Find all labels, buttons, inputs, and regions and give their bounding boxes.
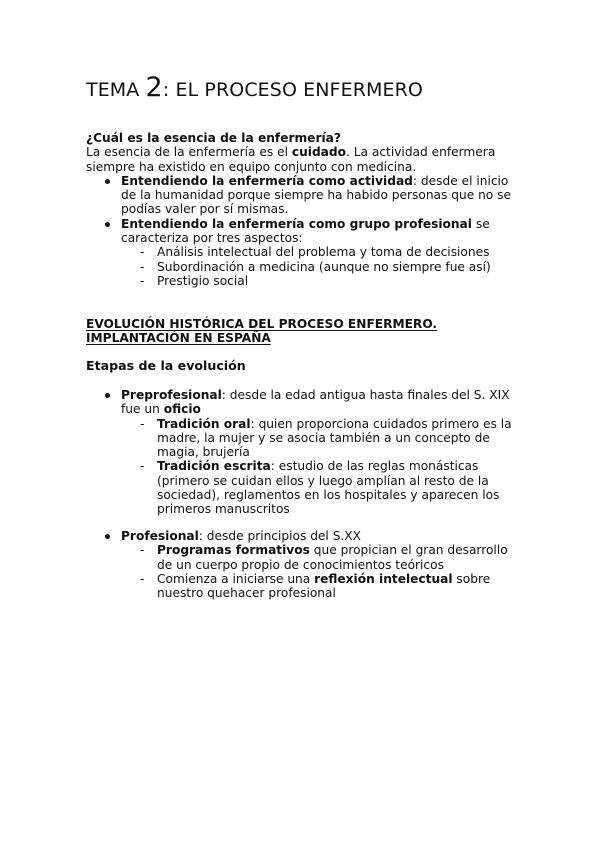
sub-bold: reflexión intelectual bbox=[314, 571, 453, 586]
intro-paragraph bbox=[86, 145, 526, 174]
bullet-bold: Entendiendo la enfermería como actividad bbox=[121, 173, 413, 188]
page-title bbox=[86, 74, 423, 101]
bullet-text: : desde la edad antigua hasta finales del S. XIX fue un bbox=[121, 388, 510, 417]
intro-text-a: La esencia de la enfermería es el bbox=[86, 145, 292, 160]
list-item bbox=[121, 417, 526, 460]
stages-subheading bbox=[86, 359, 526, 373]
intro-bullet-list bbox=[86, 174, 526, 288]
intro-text-c: . La actividad enfermera siempre ha existido en equipo conjunto con medicina. bbox=[86, 145, 496, 174]
title-rest: : EL PROCESO ENFERMERO bbox=[162, 79, 423, 101]
title-prefix: TEMA bbox=[86, 79, 146, 101]
sub-text: : quien proporciona cuidados primero es la madre, la mujer y se asocia también a un concepto de magia, brujería bbox=[157, 416, 512, 460]
intro-section bbox=[86, 131, 526, 288]
sub-bold: Tradición escrita bbox=[157, 459, 271, 474]
stages-heading: Etapas de la evolución bbox=[86, 358, 246, 373]
list-item bbox=[86, 174, 526, 217]
sub-bold: Programas formativos bbox=[157, 543, 310, 558]
sub-text: que propician el gran desarrollo de un cuerpo propio de conocimientos teóricos bbox=[157, 543, 508, 572]
professional-list bbox=[86, 529, 526, 600]
list-item bbox=[86, 217, 526, 288]
list-item: - Análisis intelectual del problema y toma de decisiones bbox=[121, 245, 526, 259]
professional-section bbox=[86, 529, 526, 600]
bullet-bold: Entendiendo la enfermería como grupo profesional bbox=[121, 216, 472, 231]
list-item bbox=[121, 459, 526, 516]
list-item: - Subordinación a medicina (aunque no siempre fue así) bbox=[121, 260, 526, 274]
intro-text-bold: cuidado bbox=[291, 145, 346, 160]
list-item bbox=[86, 388, 526, 517]
title-number: 2 bbox=[145, 72, 163, 103]
bullet-bold: Preprofesional bbox=[121, 388, 222, 402]
sub-text: : estudio de las reglas monásticas (primero se cuidan ellos y luego amplían al resto de la sociedad), reglamentos en los hospitales y aparecen los primeros manuscritos bbox=[157, 459, 500, 517]
professional-sub-list bbox=[121, 543, 526, 600]
evolution-heading: EVOLUCIÓN HISTÓRICA DEL PROCESO ENFERMERO. IMPLANTACIÓN EN ESPAÑA bbox=[86, 317, 438, 346]
list-item bbox=[121, 572, 526, 601]
tradition-list bbox=[121, 417, 526, 517]
section-heading bbox=[86, 317, 446, 346]
question-heading: ¿Cuál es la esencia de la enfermería? bbox=[86, 131, 341, 145]
sub-text: Comienza a iniciarse una bbox=[157, 571, 315, 586]
preprofessional-section bbox=[86, 388, 526, 517]
bullet-text: : desde principios del S.XX bbox=[198, 529, 362, 543]
bullet-text: se caracteriza por tres aspectos: bbox=[121, 216, 490, 246]
list-item: - Prestigio social bbox=[121, 274, 526, 288]
list-item bbox=[121, 543, 526, 572]
bullet-text: : desde el inicio de la humanidad porque siempre ha habido personas que no se podías valer por sí mismas. bbox=[121, 173, 511, 217]
bullet-bold: Profesional bbox=[121, 529, 199, 543]
sub-bold: Tradición oral bbox=[157, 416, 251, 431]
list-item bbox=[86, 529, 526, 600]
sub-text: sobre nuestro quehacer profesional bbox=[157, 571, 491, 601]
aspects-list bbox=[121, 245, 526, 288]
preprofessional-list bbox=[86, 388, 526, 517]
bullet-bold: oficio bbox=[163, 402, 201, 417]
